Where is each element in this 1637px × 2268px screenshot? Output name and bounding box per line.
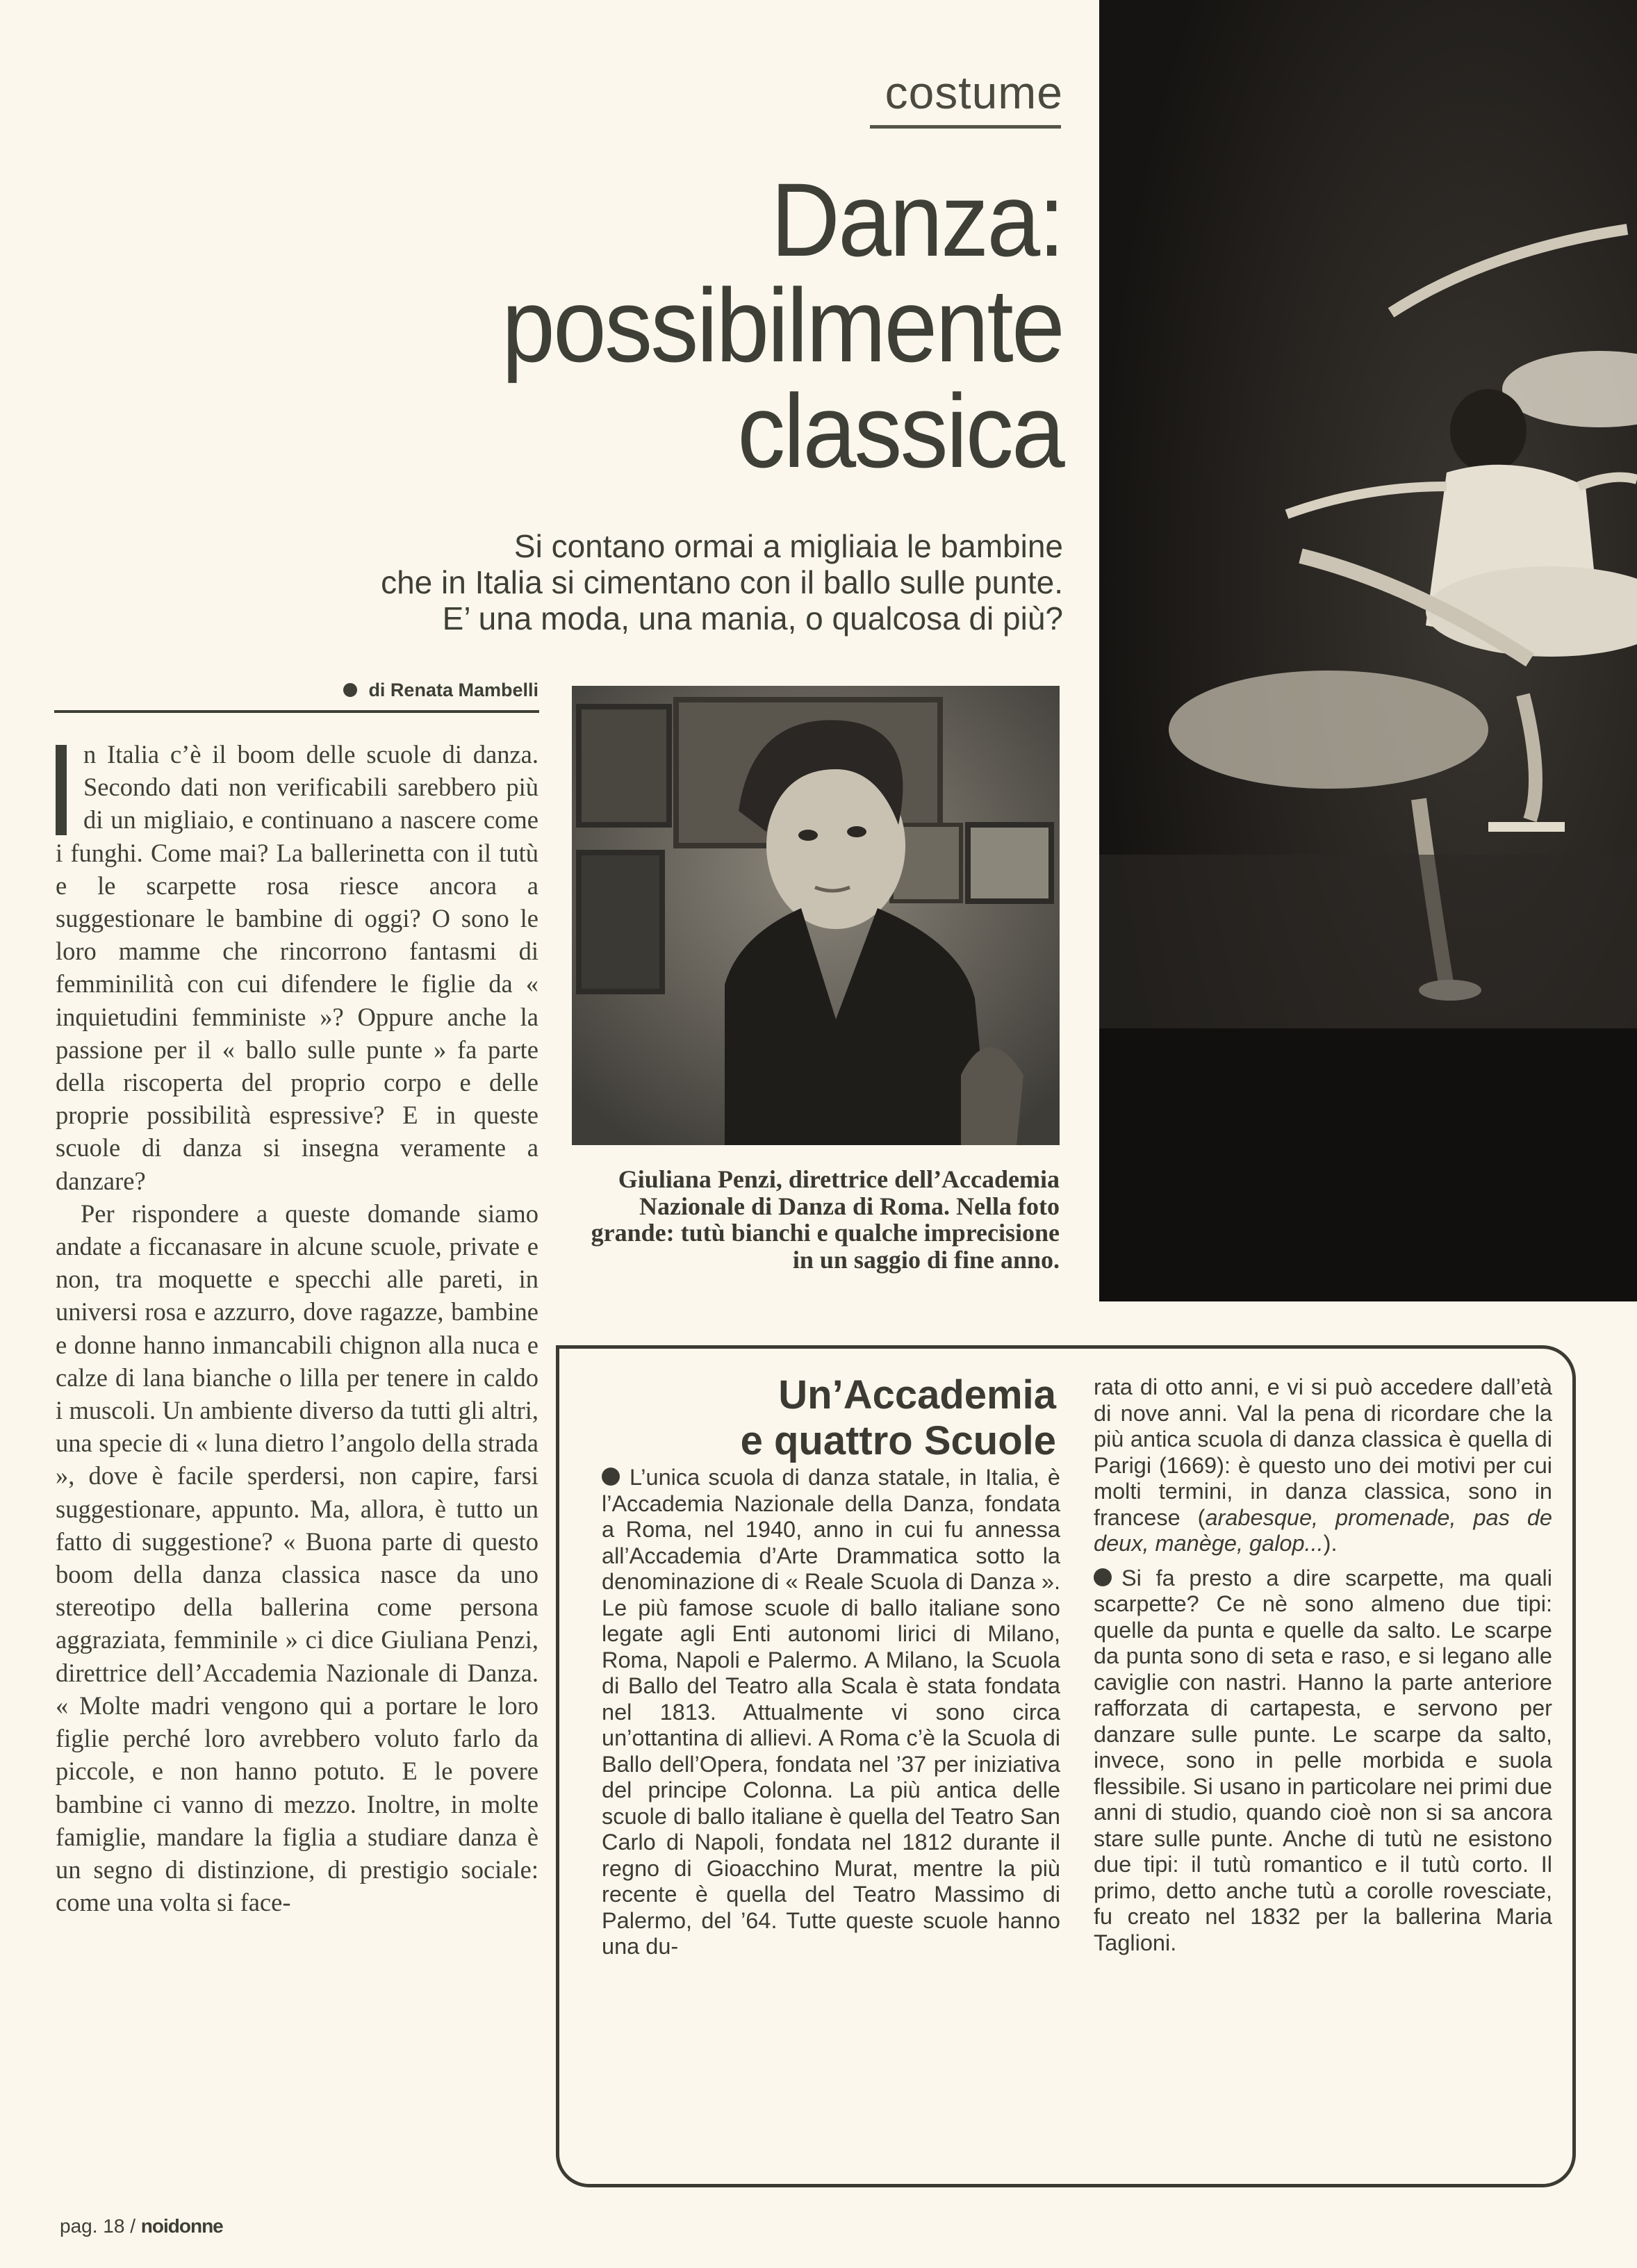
standfirst bbox=[292, 528, 1063, 636]
sidebar-title-line: Un’Accademia bbox=[778, 1372, 1056, 1418]
sidebar-paragraph bbox=[602, 1465, 1060, 1960]
standfirst-line: che in Italia si cimentano con il ballo sulle punte. bbox=[381, 564, 1063, 600]
paragraph-text: Si fa presto a dire scarpette, ma quali scarpette? Ce nè sono almeno due tipi: quelle da punta e quelle da salto. Le scarpe da punta sono di seta e raso, e si legano alle caviglie con nastri. Hanno la parte anteriore rafforzata di cartapesta, e servono per danzare sulle punte. Le scarpe da salto, invece, sono in pelle morbida e suola flessibile. Si usano in particolare nei primi due anni di studio, quando cioè non si sa ancora stare sulle punte. Anche di tutù ne esistono due tipi: il tutù romantico e il tutù corto. Il primo, detto anche tutù a corolle rovesciate, fu creato nel 1832 per la ballerina Maria Taglioni. bbox=[1094, 1565, 1552, 1955]
sidebar-title bbox=[591, 1372, 1056, 1464]
article-paragraph bbox=[56, 1197, 538, 1918]
portrait-illustration bbox=[572, 686, 1060, 1145]
bullet-icon bbox=[1094, 1568, 1112, 1586]
byline-rule bbox=[54, 710, 539, 713]
magazine-name: noidonne bbox=[140, 2215, 223, 2237]
dropcap-letter bbox=[56, 745, 67, 835]
byline bbox=[56, 680, 538, 701]
page-number: pag. 18 / bbox=[60, 2215, 135, 2237]
french-terms: arabesque, promenade, pas de deux, manège, galop... bbox=[1094, 1504, 1552, 1556]
paragraph-text: rata di otto anni, e vi si può accedere dall’età di nove anni. Val la pena di ricordare che la più antica scuola di danza classica è quella di Parigi (1669): è questo uno dei motivi per cui molti termini, in danza classica, sono in francese ( bbox=[1094, 1374, 1552, 1530]
headline-line: possibilmente bbox=[502, 267, 1063, 384]
headline bbox=[354, 161, 1063, 489]
byline-text: di Renata Mambelli bbox=[368, 680, 538, 700]
standfirst-line: E’ una moda, una mania, o qualcosa di più? bbox=[442, 600, 1063, 636]
page-footer bbox=[60, 2215, 223, 2237]
ballet-photo bbox=[1099, 0, 1637, 1301]
paragraph-text: n Italia c’è il boom delle scuole di danza. Secondo dati non verificabili sarebbero più di un migliaio, e continuano a nascere come i funghi. Come mai? La ballerinetta con il tutù e le scarpette rosa riesce ancora a suggestionare le bambine di oggi? O sono le loro mamme che rincorrono fantasmi di femminilità con cui difendere le figlie da « inquietudini femministe »? Oppure anche la passione per il « ballo sulle punte » fa parte della riscoperta del proprio corpo e delle proprie possibilità espressive? E in queste scuole di danza si insegna veramente a danzare? bbox=[56, 740, 538, 1195]
article-paragraph bbox=[56, 738, 538, 1197]
portrait-photo bbox=[572, 686, 1060, 1145]
ballet-illustration bbox=[1099, 0, 1637, 1301]
bullet-icon bbox=[343, 683, 357, 697]
photo-caption: Giuliana Penzi, direttrice dell’Accademia Nazionale di Danza di Roma. Nella foto grande: tutù bianchi e qualche imprecisione in un saggio di fine anno. bbox=[591, 1165, 1060, 1274]
sidebar-column-2 bbox=[1094, 1374, 1552, 1956]
sidebar-paragraph bbox=[1094, 1374, 1552, 1557]
section-label: costume bbox=[885, 67, 1063, 118]
headline-line: classica bbox=[737, 372, 1063, 489]
sidebar-column-1 bbox=[602, 1465, 1060, 1960]
section-rule bbox=[870, 125, 1061, 129]
headline-line: Danza: bbox=[771, 161, 1063, 278]
paragraph-text: L’unica scuola di danza statale, in Italia, è l’Accademia Nazionale della Danza, fondata a Roma, nel 1940, anno in cui fu annessa all’Accademia d’Arte Drammatica sotto la denominazione di « Reale Scuola di Danza ». Le più famose scuole di ballo italiane sono legate agli Enti autonomi lirici di Milano, Roma, Napoli e Palermo. A Milano, la Scuola di Ballo del Teatro alla Scala è stata fondata nel 1813. Attualmente vi sono circa un’ottantina di allievi. A Roma c’è la Scuola di Ballo dell’Opera, fondata nel ’37 per iniziativa del principe Colonna. La più antica delle scuole di ballo italiane è quella del Teatro San Carlo di Napoli, fondata nel 1812 durante il regno di Gioacchino Murat, mentre la più recente è quella del Teatro Massimo di Palermo, del ’64. Tutte queste scuole hanno una du- bbox=[602, 1465, 1060, 1959]
paragraph-text: ). bbox=[1323, 1531, 1338, 1556]
sidebar-title-line: e quattro Scuole bbox=[740, 1418, 1056, 1463]
bullet-icon bbox=[602, 1468, 620, 1486]
article-body bbox=[56, 738, 538, 1918]
sidebar-paragraph bbox=[1094, 1566, 1552, 1957]
paragraph-text: Per rispondere a queste domande siamo andate a ficcanasare in alcune scuole, private e non, tra moquette e specchi alle pareti, in universi rosa e azzurro, dove ragazze, bambine e donne hanno inmancabili chignon alla nuca e calze di lana bianche o lilla per tenere in caldo i muscoli. Un ambiente diverso da tutti gli altri, una specie di « luna dietro l’angolo della strada », dove è facile sperdersi, non capire, farsi suggestionare, appunto. Ma, allora, è tutto un fatto di suggestione? « Buona parte di questo boom della danza classica nasce da uno stereotipo della ballerina come persona aggraziata, femminile » ci dice Giuliana Penzi, direttrice dell’Accademia Nazionale di Danza. « Molte madri vengono qui a portare le loro figlie perché loro avrebbero voluto farlo da piccole, e non hanno potuto. E le povere bambine ci vanno di mezzo. Inoltre, in molte famiglie, mandare la figlia a studiare danza è un segno di distinzione, di prestigio sociale: come una volta si face- bbox=[56, 1199, 538, 1917]
standfirst-line: Si contano ormai a migliaia le bambine bbox=[513, 528, 1063, 564]
